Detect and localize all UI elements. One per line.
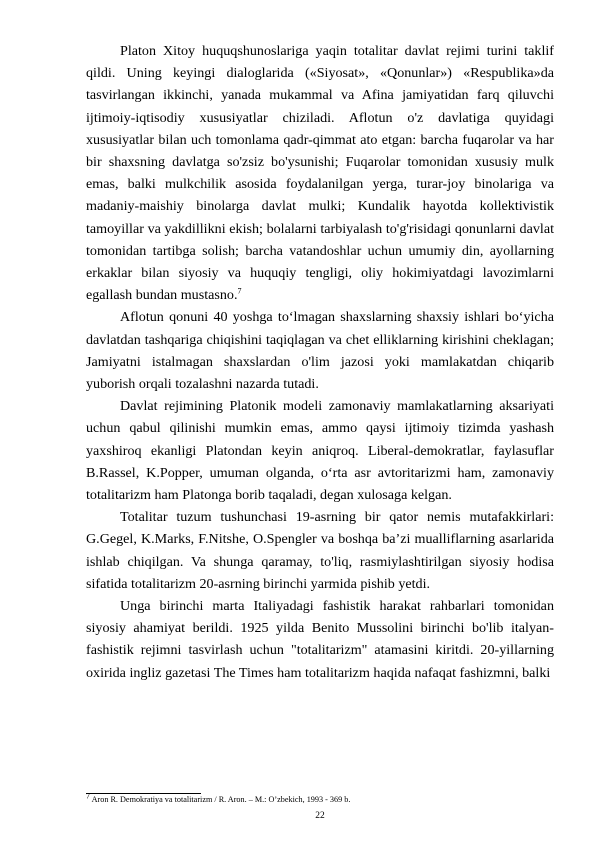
paragraph-1 <box>86 40 554 306</box>
paragraph-5: Unga birinchi marta Italiyadagi fashistik harakat rahbarlari tomonidan siyosiy ahamiyat berildi. 1925 yilda Benito Mussolini birinchi bo'lib italyan-fashistik rejimni tasvirlash uchun "totalitarizm" atamasini kiritdi. 20-yillarning oxirida ingliz gazetasi The Times ham totalitarizm haqida nafaqat fashizmni, balki <box>86 598 554 681</box>
footnote-reference[interactable]: 7 <box>237 286 242 296</box>
footnote-text: Aron R. Demokratiya va totalitarizm / R. Aron. – M.: O’zbekich, 1993 - 369 b. <box>90 795 351 804</box>
footnote-marker: 7 <box>86 791 90 801</box>
footnote-separator <box>86 793 201 794</box>
footnote <box>86 791 554 805</box>
paragraph-3: Davlat rejimining Platonik modeli zamonaviy mamlakatlarning aksariyati uchun qabul qilinishi mumkin emas, ammo qaysi ijtimoiy tizimda yashash yaxshiroq ekanligi Platondan keyin aniqroq. Liberal-demokratlar, faylasuflar B.Rassel, K.Popper, umuman olganda, o‘rta asr avtoritarizmi ham, zamonaviy totalitarizm ham Platonga borib taqaladi, degan xulosaga kelgan. <box>86 398 554 504</box>
page-number: 22 <box>315 811 325 821</box>
paragraph-4: Totalitar tuzum tushunchasi 19-asrning bir qator nemis mutafakkirlari: G.Gegel, K.Marks, F.Nitshe, O.Spengler va boshqa ba’zi mualliflarning asarlarida ishlab chiqilgan. Va shunga qaramay, to'liq, rasmiylashtirilgan siyosiy hodisa sifatida totalitarizm 20-asrning birinchi yarmida pishib yetdi. <box>86 509 554 592</box>
paragraph-2: Aflotun qonuni 40 yoshga to‘lmagan shaxslarning shaxsiy ishlari bo‘yicha davlatdan tashqariga chiqishini taqiqlagan va chet elliklarning kirishini cheklagan; Jamiyatni istalmagan shaxslardan o'lim jazosi yoki mamlakatdan chiqarib yuborish orqali tozalashni nazarda tutadi. <box>86 309 554 393</box>
paragraph-1-text: Platon Xitoy huquqshunoslariga yaqin totalitar davlat rejimi turini taklif qildi. Uning keyingi dialoglarida («Siyosat», «Qonunlar») «Respublika»da tasvirlangan ikkinchi, yanada mukammal va Afina jamiyatidan farq qiluvchi ijtimoiy-iqtisodiy xususiyatlar chiziladi. Aflotun o'z davlatiga quyidagi xususiyatlar bilan uch tomonlama qadr-qimmat ato etgan: barcha fuqarolar va har bir shaxsning davlatga so'zsiz bo'ysunishi; Fuqarolar tomonidan xususiy mulk emas, balki mulkchilik asosida foydalanilgan yerga, turar-joy binolariga va madaniy-maishiy binolarga davlat mulki; Kundalik hayotda kollektivistik tamoyillar va yakdillikni ekish; bolalarni tarbiyalash to'g'risidagi qonunlarni davlat tomonidan tartibga solish; barcha vatandoshlar uchun umumiy din, ayollarning erkaklar bilan siyosiy va huquqiy tengligi, oliy hokimiyatdagi lavozimlarni egallash bundan mustasno. <box>86 43 554 304</box>
body-text <box>86 40 554 684</box>
